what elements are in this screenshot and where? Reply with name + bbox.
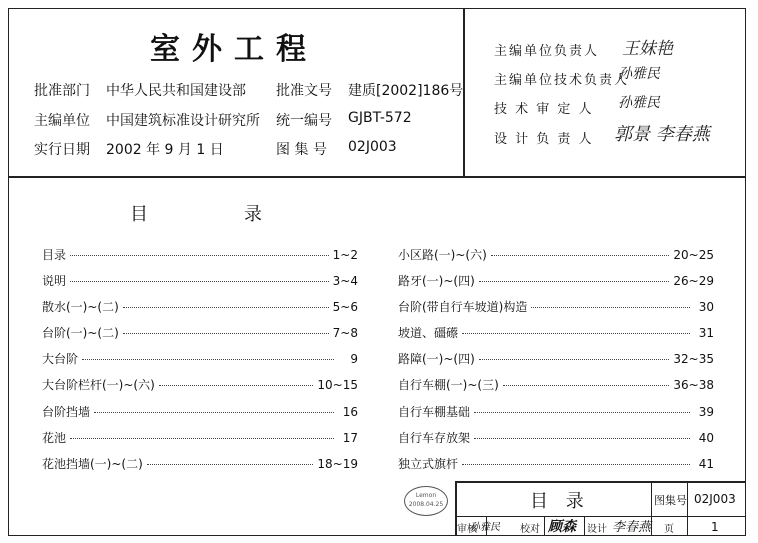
toc-page: 40	[698, 430, 714, 445]
tb-atlas-label: 图集号	[654, 494, 687, 507]
toc-entry[interactable]	[398, 324, 714, 350]
tb-divider	[544, 516, 545, 536]
toc-page: 1~2	[332, 248, 358, 262]
toc-entry[interactable]	[42, 350, 358, 376]
toc-entry[interactable]	[398, 376, 714, 402]
tb-check-label: 校对	[520, 524, 540, 535]
leader-dots	[479, 281, 670, 282]
signature: 郭景 李春燕	[614, 124, 710, 145]
meta-row-editor	[34, 110, 412, 130]
toc-entry[interactable]	[398, 272, 714, 298]
toc-right-column	[398, 246, 714, 481]
toc-entry[interactable]	[398, 429, 714, 455]
toc-heading-right: 录	[244, 204, 262, 225]
tb-top-line	[455, 481, 746, 483]
toc-title: 散水(一)~(二)	[42, 300, 119, 315]
toc-page: 30	[698, 300, 714, 315]
toc-title: 路牙(一)~(四)	[398, 274, 475, 289]
leader-dots	[82, 359, 334, 360]
toc-title: 目录	[42, 248, 67, 262]
meta-row-date	[34, 139, 397, 159]
leader-dots	[147, 464, 314, 465]
tb-design-sig: 李春燕	[612, 520, 652, 535]
header-divider	[8, 176, 746, 178]
toc-title: 大台阶	[42, 352, 79, 367]
meta-label: 批准部门	[34, 83, 90, 99]
leader-dots	[159, 385, 314, 386]
toc-page: 5~6	[332, 300, 358, 315]
toc-entry[interactable]	[398, 298, 714, 324]
toc-title: 台阶(带自行车坡道)构造	[398, 300, 528, 315]
meta-label: 实行日期	[34, 142, 90, 158]
meta-value: 建质[2002]186号	[348, 83, 464, 99]
toc-page: 20~25	[673, 248, 714, 262]
date-stamp	[404, 486, 448, 516]
meta-value: 中华人民共和国建设部	[106, 83, 246, 99]
responsible-role: 主编单位负责人	[494, 44, 600, 59]
leader-dots	[70, 255, 329, 256]
toc-page: 16	[342, 404, 358, 419]
toc-page: 31	[698, 326, 714, 341]
toc-page: 9	[350, 352, 358, 367]
tb-drawing-name: 目 录	[530, 491, 590, 512]
leader-dots	[70, 281, 329, 282]
toc-entry[interactable]	[42, 376, 358, 402]
leader-dots	[70, 438, 334, 439]
meta-value: GJBT-572	[348, 110, 412, 126]
tb-page-label: 页	[664, 524, 674, 535]
signature: 孙雅民	[618, 95, 660, 111]
toc-page: 7~8	[332, 326, 358, 341]
stamp-line: 2008.04.25	[408, 501, 444, 508]
meta-value: 中国建筑标准设计研究所	[106, 113, 260, 129]
toc-title: 花池	[42, 430, 67, 445]
leader-dots	[123, 307, 329, 308]
toc-title: 台阶(一)~(二)	[42, 326, 119, 341]
toc-page: 32~35	[673, 352, 714, 367]
leader-dots	[474, 412, 690, 413]
toc-title: 自行车棚(一)~(三)	[398, 378, 499, 393]
toc-title: 路障(一)~(四)	[398, 352, 475, 367]
leader-dots	[479, 359, 670, 360]
leader-dots	[531, 307, 690, 308]
toc-page: 10~15	[317, 378, 358, 393]
toc-entry[interactable]	[398, 455, 714, 481]
toc-entry[interactable]	[42, 246, 358, 272]
tb-check-sig: 顾森	[548, 519, 576, 535]
toc-title: 说明	[42, 274, 67, 289]
toc-left-column	[42, 246, 358, 481]
meta-value: 2002 年 9 月 1 日	[106, 142, 224, 158]
tb-divider	[651, 481, 652, 536]
page-title: 室外工程	[150, 32, 318, 67]
tb-mid-line	[455, 516, 746, 517]
signature: 王妹艳	[622, 39, 673, 59]
toc-entry[interactable]	[398, 350, 714, 376]
toc-page: 3~4	[332, 274, 358, 289]
toc-entry[interactable]	[42, 324, 358, 350]
toc-entry[interactable]	[42, 272, 358, 298]
toc-page: 17	[342, 430, 358, 445]
leader-dots	[94, 412, 334, 413]
meta-label: 图 集 号	[276, 142, 327, 158]
leader-dots	[462, 464, 690, 465]
tb-divider	[687, 481, 688, 536]
leader-dots	[503, 385, 670, 386]
meta-label: 批准文号	[276, 83, 332, 99]
responsible-role: 设 计 负 责 人	[494, 132, 594, 147]
tb-atlas-no: 02J003	[694, 492, 736, 506]
toc-page: 41	[698, 456, 714, 471]
meta-label: 主编单位	[34, 113, 90, 129]
toc-title: 花池挡墙(一)~(二)	[42, 456, 143, 471]
toc-title: 台阶挡墙	[42, 404, 91, 419]
leader-dots	[491, 255, 670, 256]
toc-title: 小区路(一)~(六)	[398, 248, 487, 262]
responsible-role: 主编单位技术负责人	[494, 73, 630, 88]
leader-dots	[474, 438, 690, 439]
tb-review-sig: 孙雅民	[470, 522, 500, 533]
stamp-line: Lemon	[415, 492, 437, 499]
toc-entry[interactable]	[42, 455, 358, 481]
meta-label: 统一编号	[276, 113, 332, 129]
toc-entry[interactable]	[42, 298, 358, 324]
toc-title: 自行车棚基础	[398, 404, 471, 419]
toc-entry[interactable]	[42, 403, 358, 429]
toc-title: 坡道、礓礤	[398, 326, 459, 341]
toc-title: 独立式旗杆	[398, 456, 459, 471]
toc-title: 大台阶栏杆(一)~(六)	[42, 378, 155, 393]
toc-entry[interactable]	[398, 246, 714, 272]
responsible-role: 技 术 审 定 人	[494, 102, 594, 117]
meta-value: 02J003	[348, 139, 397, 155]
toc-page: 18~19	[317, 456, 358, 471]
toc-entry[interactable]	[42, 429, 358, 455]
tb-page-no: 1	[711, 520, 719, 534]
toc-title: 自行车存放架	[398, 430, 471, 445]
toc-page: 36~38	[673, 378, 714, 393]
toc-page: 26~29	[673, 274, 714, 289]
toc-heading-left: 目	[130, 204, 148, 225]
meta-row-approval	[34, 80, 463, 100]
tb-divider	[584, 516, 585, 536]
leader-dots	[462, 333, 690, 334]
tb-design-label: 设计	[587, 524, 607, 535]
leader-dots	[123, 333, 329, 334]
toc-page: 39	[698, 404, 714, 419]
toc-entry[interactable]	[398, 403, 714, 429]
tb-review-label: 审核	[457, 524, 477, 535]
signature: 孙雅民	[618, 66, 660, 82]
